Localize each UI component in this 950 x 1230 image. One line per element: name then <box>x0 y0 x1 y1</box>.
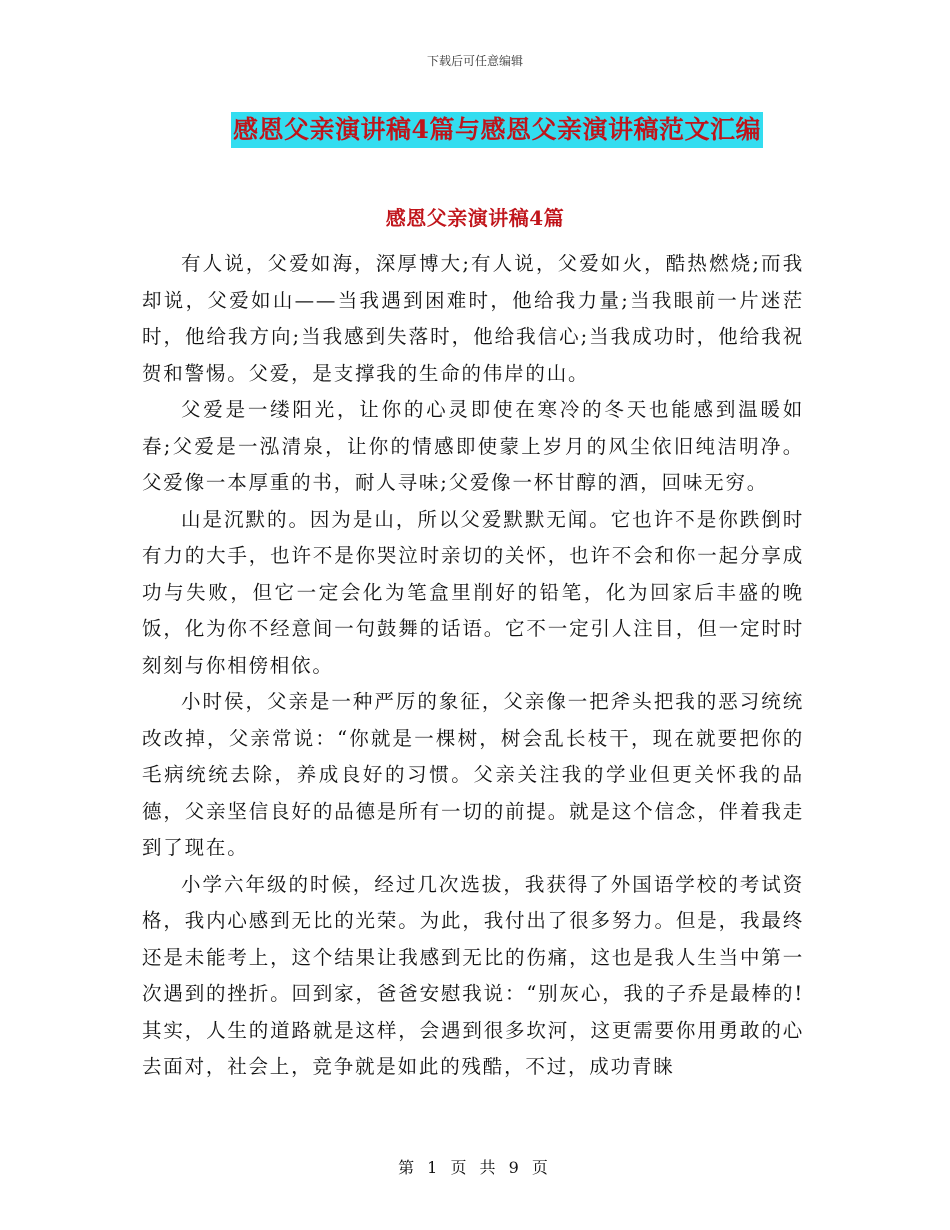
page-footer: 第 1 页 共 9 页 <box>398 1158 552 1177</box>
document-title: 感恩父亲演讲稿4篇与感恩父亲演讲稿范文汇编 <box>231 112 763 148</box>
paragraph: 有人说，父爱如海，深厚博大;有人说，父爱如火，酷热燃烧;而我却说，父爱如山——当我遇到困难时，他给我力量;当我眼前一片迷茫时，他给我方向;当我感到失落时，他给我信心;当我成功时，他给我祝贺和警惕。父爱，是支撑我的生命的伟岸的山。 <box>142 252 804 385</box>
document-body <box>142 246 804 1086</box>
paragraph: 小学六年级的时候，经过几次选拔，我获得了外国语学校的考试资格，我内心感到无比的光荣。为此，我付出了很多努力。但是，我最终还是未能考上，这个结果让我感到无比的伤痛，这也是我人生当中第一次遇到的挫折。回到家，爸爸安慰我说：“别灰心，我的子乔是最棒的!其实，人生的道路就是这样，会遇到很多坎河，这更需要你用勇敢的心去面对，社会上，竞争就是如此的残酷，不过，成功青睐 <box>142 872 804 1078</box>
header-note: 下载后可任意编辑 <box>426 54 523 68</box>
section-title: 感恩父亲演讲稿4篇 <box>385 206 565 230</box>
document-title-wrapper <box>0 112 950 148</box>
paragraph: 山是沉默的。因为是山，所以父爱默默无闻。它也许不是你跌倒时有力的大手，也许不是你哭泣时亲切的关怀，也许不会和你一起分享成功与失败，但它一定会化为笔盒里削好的铅笔，化为回家后丰盛的晚饭，化为你不经意间一句鼓舞的话语。它不一定引人注目，但一定时时刻刻与你相傍相依。 <box>142 507 804 677</box>
paragraph: 父爱是一缕阳光，让你的心灵即使在寒冷的冬天也能感到温暖如春;父爱是一泓清泉，让你的情感即使蒙上岁月的风尘依旧纯洁明净。父爱像一本厚重的书，耐人寻味;父爱像一杯甘醇的酒，回味无穷。 <box>142 398 804 494</box>
paragraph: 小时侯，父亲是一种严厉的象征，父亲像一把斧头把我的恶习统统改改掉，父亲常说：“你就是一棵树，树会乱长枝干，现在就要把你的毛病统统去除，养成良好的习惯。父亲关注我的学业但更关怀我的品德，父亲坚信良好的品德是所有一切的前提。就是这个信念，伴着我走到了现在。 <box>142 690 804 859</box>
